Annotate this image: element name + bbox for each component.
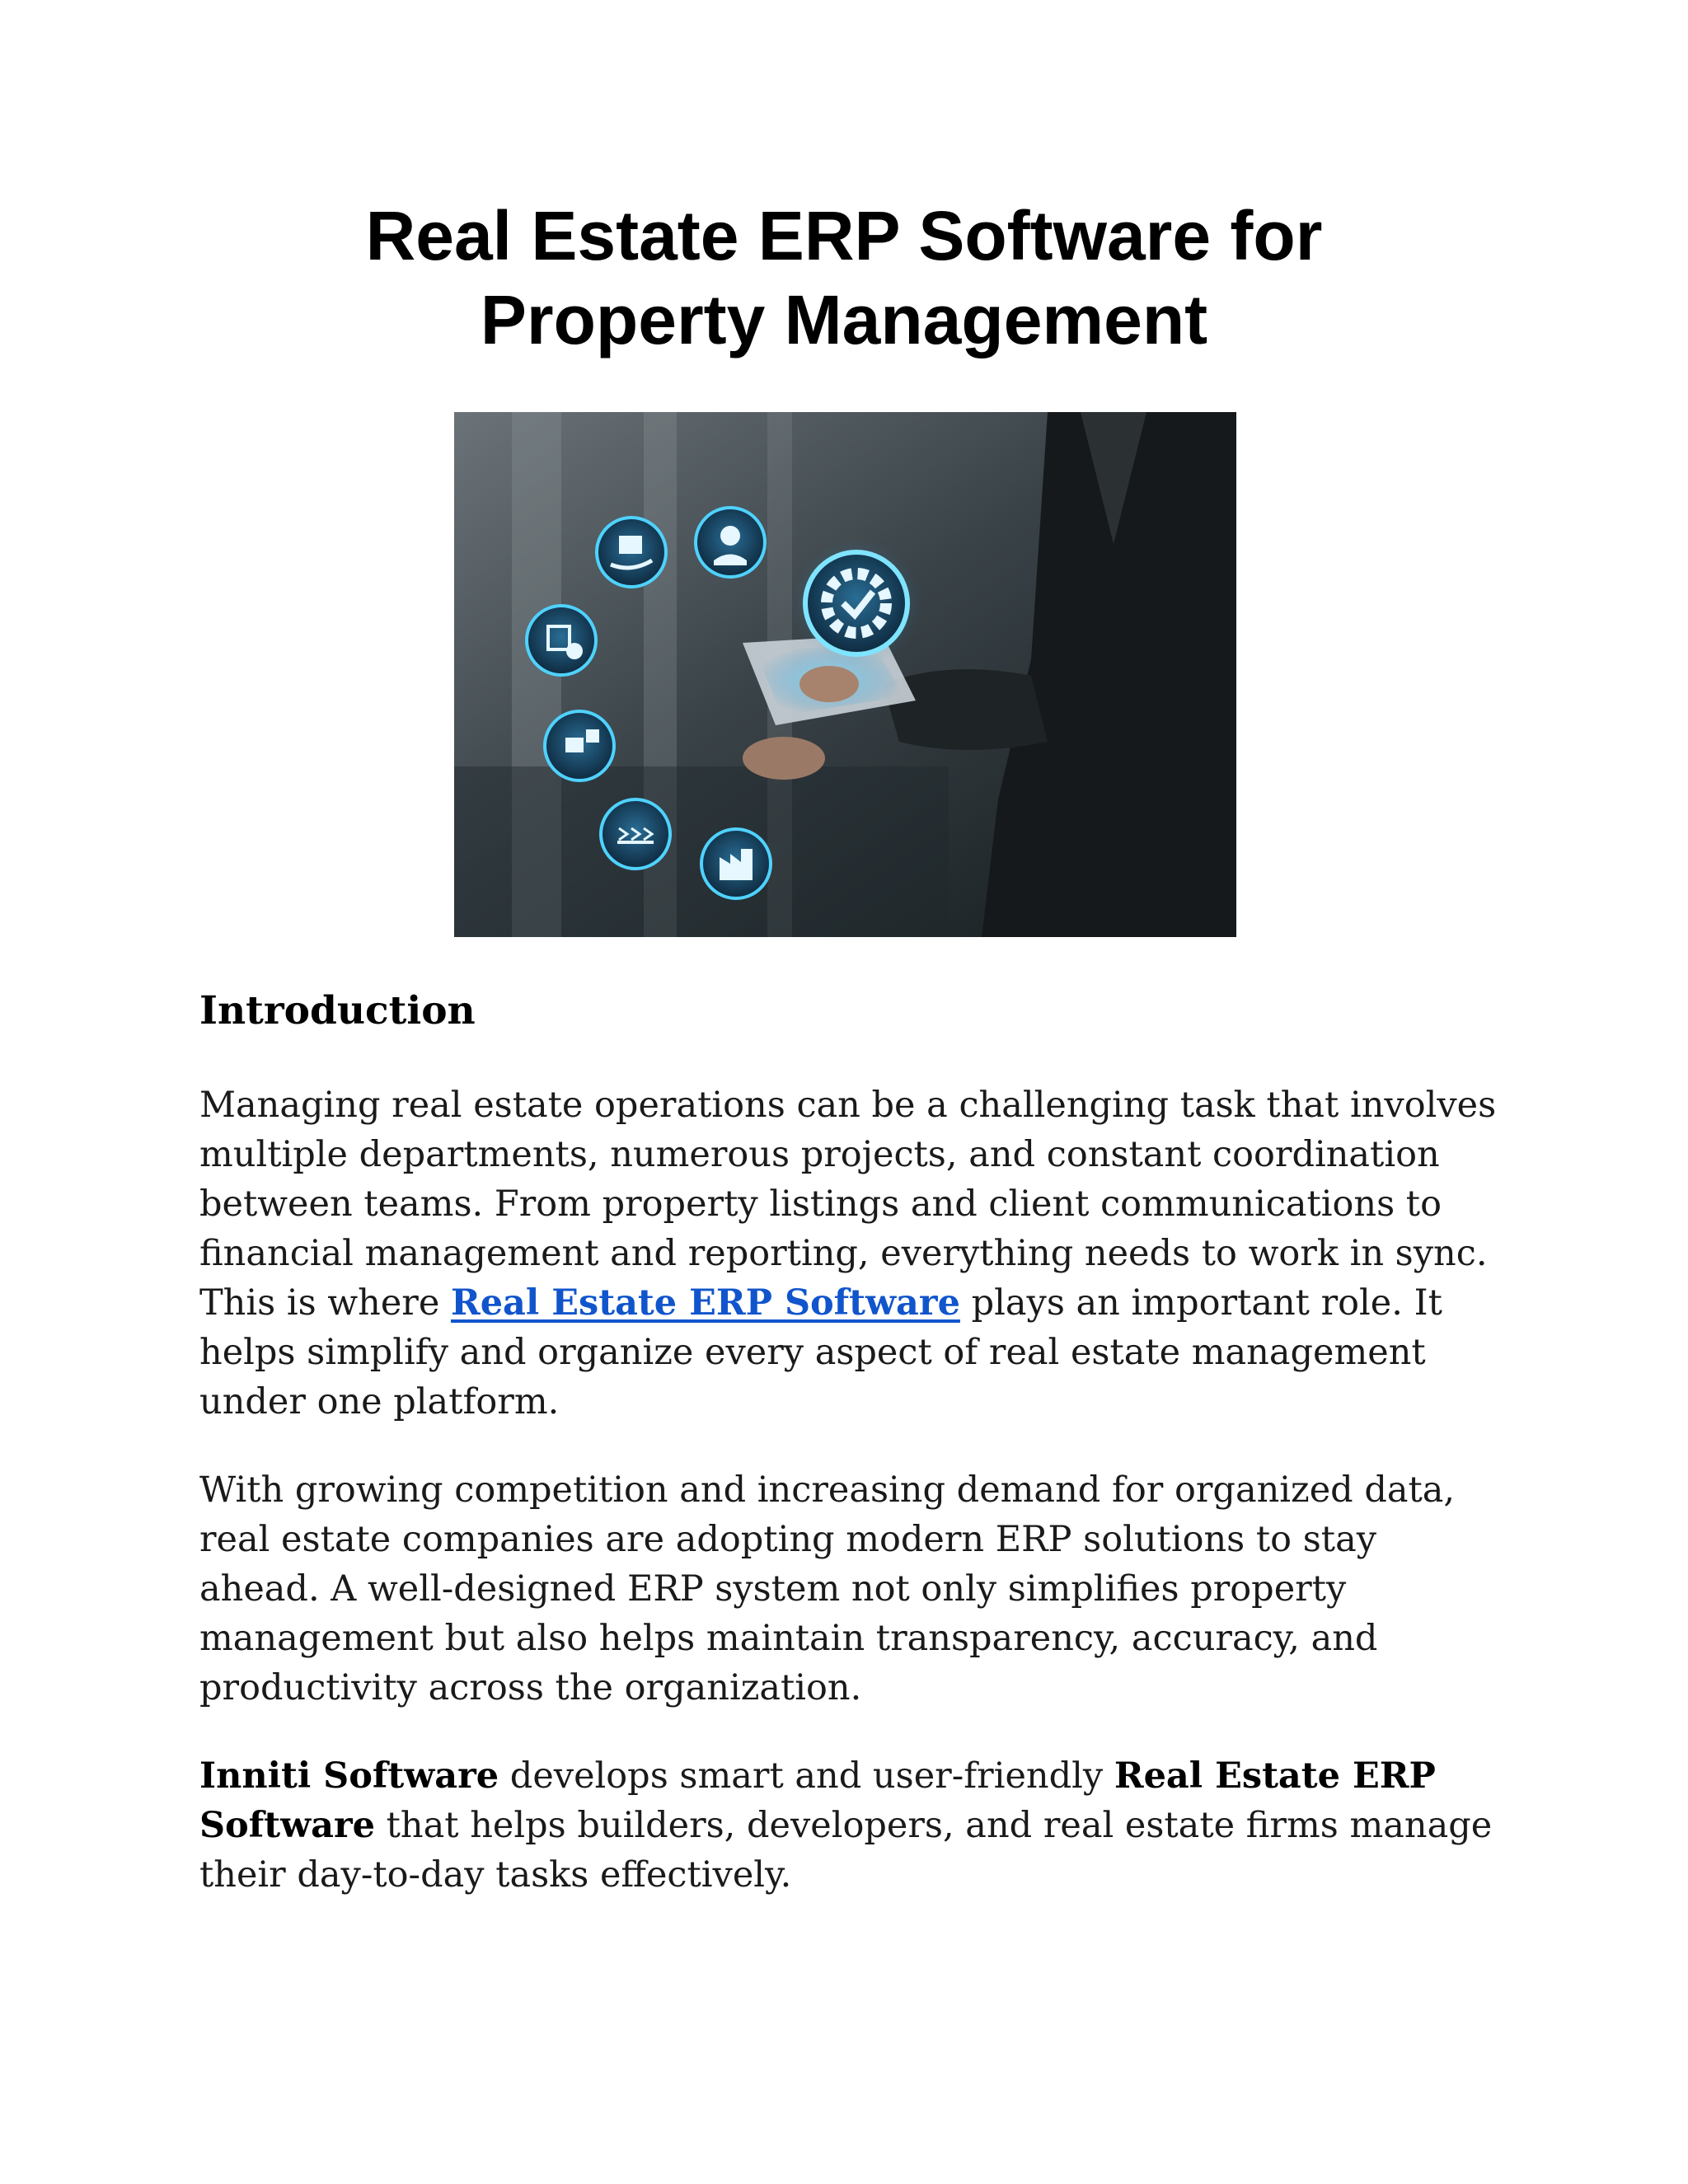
- paragraph-3: [199, 1751, 1502, 1900]
- paragraph-2: With growing competition and increasing demand for organized data, real estate companies are adopting modern ERP solutions to stay ahead. A well-designed ERP system not only simplifies property management but also helps maintain transparency, accuracy, and productivity across the organization.: [199, 1469, 1456, 1708]
- real-estate-erp-software-link[interactable]: Real Estate ERP Software: [450, 1282, 960, 1324]
- paragraph-1-text-start: Managing real estate operations can be a challenging task that involves multiple departments, numerous projects, and constant coordination between teams. From property listings and client communications to financial management and reporting, everything needs to work in sync. This is where: [199, 1085, 1497, 1324]
- paragraph-1-text-end: plays an important role. It helps simplify and organize every aspect of real estate management under one platform.: [199, 1282, 1442, 1422]
- person-headset-icon: [696, 508, 765, 577]
- paragraph-3-text-end: that helps builders, developers, and real estate firms manage their day-to-day tasks effectively.: [199, 1805, 1493, 1896]
- title-line-2: Property Management: [480, 281, 1208, 359]
- paragraph-1: [199, 1080, 1502, 1427]
- page-title: [201, 194, 1487, 362]
- company-name: Inniti Software: [199, 1755, 499, 1797]
- forklift-icon: [545, 711, 614, 780]
- title-line-1: Real Estate ERP Software for: [365, 197, 1323, 274]
- box-minus-icon: [527, 606, 596, 675]
- paragraph-3-text-mid: develops smart and user-friendly: [499, 1755, 1114, 1797]
- hero-image: [454, 412, 1236, 937]
- article-body: [199, 985, 1502, 1938]
- conveyor-icon: [601, 799, 670, 869]
- section-heading-introduction: Introduction: [199, 988, 476, 1033]
- factory-icon: [701, 829, 771, 898]
- product-name: Real Estate ERP Software: [199, 1755, 1436, 1846]
- gear-check-icon: [792, 539, 921, 668]
- hand-box-icon: [597, 518, 666, 587]
